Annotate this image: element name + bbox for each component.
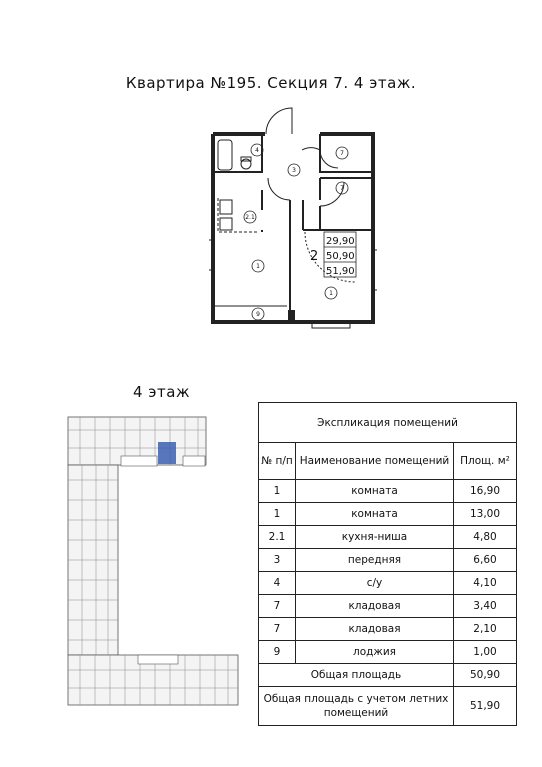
area-total: 50,90 [326, 251, 355, 262]
area-living: 29,90 [326, 236, 355, 247]
room-count: 2 [310, 249, 319, 264]
explication-table [258, 402, 517, 726]
header-name: Наименование помещений [296, 443, 454, 480]
total-summer-row: Общая площадь с учетом летних помещений 51,90 [259, 687, 517, 726]
table-row: 2.1 кухня-ниша 4,80 [259, 526, 517, 549]
room-mark: 4 [255, 147, 259, 154]
table-row: 4 с/у 4,10 [259, 572, 517, 595]
table-row: 7 кладовая 2,10 [259, 618, 517, 641]
room-mark: 2.1 [245, 214, 255, 221]
room-mark: 3 [292, 167, 296, 174]
table-row: 1 комната 13,00 [259, 503, 517, 526]
area-total-summer: 51,90 [326, 266, 355, 277]
room-mark: 1 [256, 263, 260, 270]
room-mark: 7 [340, 185, 344, 192]
table-row: 1 комната 16,90 [259, 480, 517, 503]
table-caption: Экспликация помещений [259, 403, 517, 443]
table-row: 7 кладовая 3,40 [259, 595, 517, 618]
apartment-highlight [158, 442, 176, 464]
page-title: Квартира №195. Секция 7. 4 этаж. [125, 74, 417, 92]
total-row: Общая площадь 50,90 [259, 664, 517, 687]
floor-label: 4 этаж [133, 383, 190, 401]
room-mark: 9 [256, 311, 260, 318]
header-num: № п/п [259, 443, 296, 480]
header-area: Площ. м² [454, 443, 517, 480]
table-row: 3 передняя 6,60 [259, 549, 517, 572]
table-row: 9 лоджия 1,00 [259, 641, 517, 664]
room-mark: 7 [340, 150, 344, 157]
room-mark: 1 [329, 290, 333, 297]
